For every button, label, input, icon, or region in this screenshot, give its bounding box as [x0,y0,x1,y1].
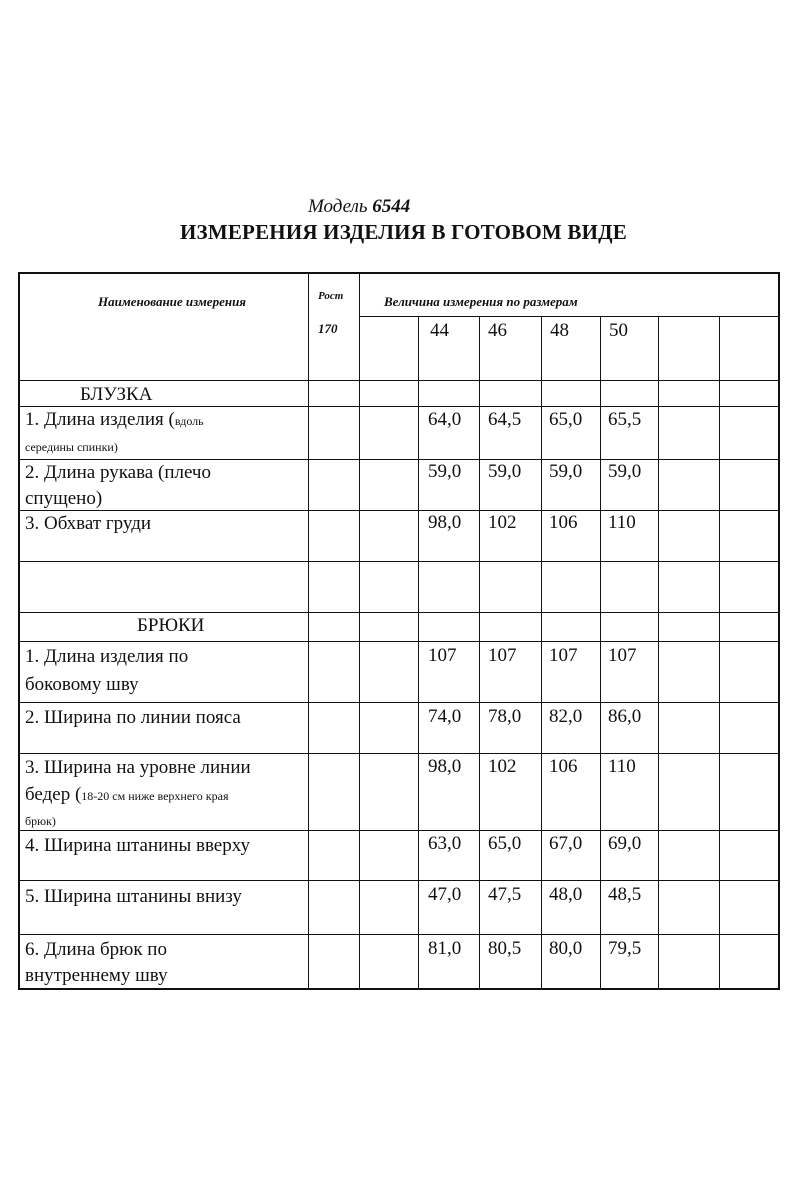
row-value: 78,0 [488,706,522,727]
row-value: 106 [549,756,578,777]
row-value: 106 [549,512,578,533]
row-value: 48,0 [549,884,583,905]
size-header: 44 [430,320,449,341]
model-label: Модель [308,196,368,217]
col-divider [359,272,360,990]
row-value: 107 [549,645,578,666]
row-value: 107 [608,645,637,666]
row-divider [18,702,780,703]
row-name-cont: бедер (18-20 см ниже верхнего края [25,784,229,805]
header-height-label: Рост [318,290,344,302]
row-divider [18,612,780,613]
row-value: 65,0 [488,833,522,854]
row-name: 4. Ширина штанины вверху [25,835,251,856]
row-name-cont: внутреннему шву [25,965,168,986]
row-value: 59,0 [608,461,642,482]
row-name: 6. Длина брюк по [25,939,167,960]
table-border-right [778,272,780,990]
row-value: 64,0 [428,409,462,430]
col-divider [479,316,480,990]
row-value: 79,5 [608,938,642,959]
row-name-cont: брюк) [25,814,56,828]
row-value: 102 [488,756,517,777]
row-divider [18,641,780,642]
row-value: 98,0 [428,756,462,777]
row-value: 86,0 [608,706,642,727]
row-value: 98,0 [428,512,462,533]
section-title-trousers: БРЮКИ [137,615,205,636]
row-name: 2. Ширина по линии пояса [25,707,241,728]
row-divider [18,830,780,831]
col-divider [308,272,309,990]
model-line [308,196,410,218]
row-value: 107 [428,645,457,666]
row-name: 5. Ширина штанины внизу [25,886,242,907]
size-header: 50 [609,320,628,341]
row-value: 69,0 [608,833,642,854]
size-header: 48 [550,320,569,341]
row-name-cont: боковому шву [25,674,139,695]
table-border-top [18,272,780,274]
row-value: 107 [488,645,517,666]
row-value: 59,0 [488,461,522,482]
row-value: 47,5 [488,884,522,905]
row-value: 80,0 [549,938,583,959]
header-name-column: Наименование измерения [98,294,246,309]
row-name: 3. Обхват груди [25,513,152,534]
col-divider [658,316,659,990]
row-value: 110 [608,512,636,533]
row-value: 59,0 [428,461,462,482]
row-name: 3. Ширина на уровне линии [25,757,251,778]
row-value: 80,5 [488,938,522,959]
row-divider [359,316,780,317]
col-divider [600,316,601,990]
row-value: 48,5 [608,884,642,905]
model-number: 6544 [372,196,411,217]
table-border-left [18,272,20,990]
row-value: 74,0 [428,706,462,727]
row-value: 81,0 [428,938,462,959]
row-name-cont: середины спинки) [25,440,118,454]
row-divider [18,561,780,562]
row-value: 47,0 [428,884,462,905]
row-value: 110 [608,756,636,777]
col-divider [541,316,542,990]
row-divider [18,934,780,935]
row-name: 1. Длина изделия по [25,646,189,667]
col-divider [719,316,720,990]
row-value: 65,5 [608,409,642,430]
row-name-cont: спущено) [25,488,103,509]
size-header: 46 [488,320,507,341]
col-divider [418,316,419,990]
header-height-value: 170 [318,321,338,336]
row-value: 102 [488,512,517,533]
header-sizes-label: Величина измерения по размерам [384,294,578,309]
row-value: 64,5 [488,409,522,430]
page-title: ИЗМЕРЕНИЯ ИЗДЕЛИЯ В ГОТОВОМ ВИДЕ [180,220,627,244]
row-value: 63,0 [428,833,462,854]
row-value: 59,0 [549,461,583,482]
section-title-blouse: БЛУЗКА [80,384,153,405]
row-name: 2. Длина рукава (плечо [25,462,211,483]
row-name: 1. Длина изделия (вдоль [25,409,204,430]
row-value: 65,0 [549,409,583,430]
row-value: 67,0 [549,833,583,854]
row-divider [18,880,780,881]
row-value: 82,0 [549,706,583,727]
